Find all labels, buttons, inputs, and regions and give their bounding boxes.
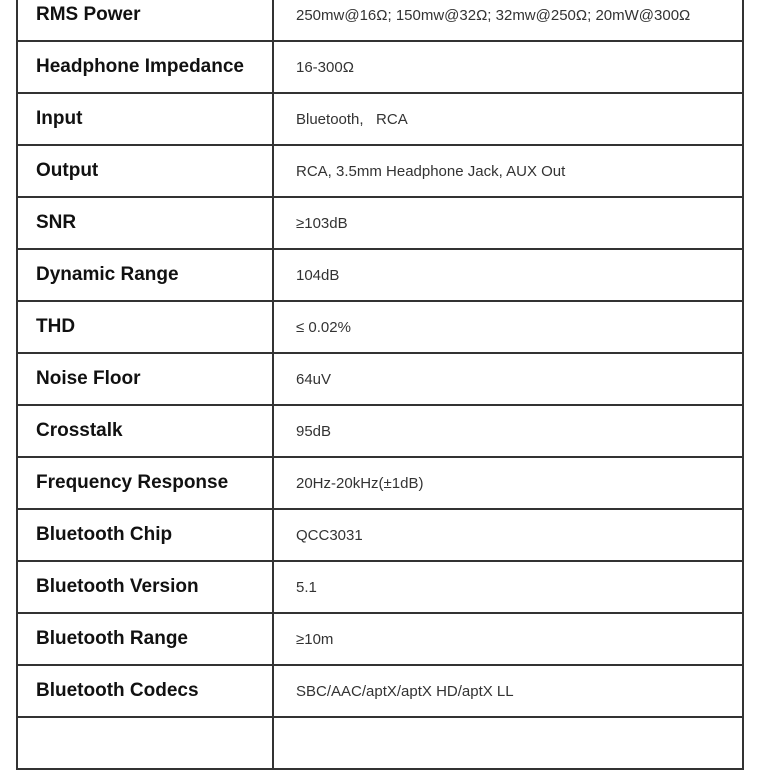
spec-label	[17, 717, 273, 769]
table-row	[17, 301, 743, 353]
table-row	[17, 613, 743, 665]
spec-label: SNR	[17, 197, 273, 249]
table-row	[17, 353, 743, 405]
spec-value: 64uV	[273, 353, 743, 405]
spec-value: QCC3031	[273, 509, 743, 561]
table-row	[17, 509, 743, 561]
table-row	[17, 0, 743, 41]
spec-value: 104dB	[273, 249, 743, 301]
table-row	[17, 717, 743, 769]
spec-label: Bluetooth Chip	[17, 509, 273, 561]
spec-label: Bluetooth Codecs	[17, 665, 273, 717]
table-row	[17, 41, 743, 93]
spec-value: ≤ 0.02%	[273, 301, 743, 353]
spec-value: RCA, 3.5mm Headphone Jack, AUX Out	[273, 145, 743, 197]
spec-value: 95dB	[273, 405, 743, 457]
spec-value: 16-300Ω	[273, 41, 743, 93]
table-row	[17, 561, 743, 613]
spec-value: ≥103dB	[273, 197, 743, 249]
table-row	[17, 93, 743, 145]
spec-label: Frequency Response	[17, 457, 273, 509]
spec-label: Bluetooth Range	[17, 613, 273, 665]
spec-label: Input	[17, 93, 273, 145]
spec-label: Output	[17, 145, 273, 197]
spec-value: Bluetooth, RCA	[273, 93, 743, 145]
spec-value: 5.1	[273, 561, 743, 613]
spec-label: Dynamic Range	[17, 249, 273, 301]
table-row	[17, 197, 743, 249]
spec-table	[16, 0, 744, 770]
table-row	[17, 665, 743, 717]
spec-value: 20Hz-20kHz(±1dB)	[273, 457, 743, 509]
table-row	[17, 405, 743, 457]
spec-value: 250mw@16Ω; 150mw@32Ω; 32mw@250Ω; 20mW@300Ω	[273, 0, 743, 41]
spec-label: Bluetooth Version	[17, 561, 273, 613]
spec-label: Headphone Impedance	[17, 41, 273, 93]
spec-label: Noise Floor	[17, 353, 273, 405]
table-row	[17, 249, 743, 301]
spec-value: SBC/AAC/aptX/aptX HD/aptX LL	[273, 665, 743, 717]
spec-value	[273, 717, 743, 769]
spec-label: RMS Power	[17, 0, 273, 41]
table-row	[17, 457, 743, 509]
table-row	[17, 145, 743, 197]
spec-label: THD	[17, 301, 273, 353]
spec-label: Crosstalk	[17, 405, 273, 457]
spec-value: ≥10m	[273, 613, 743, 665]
